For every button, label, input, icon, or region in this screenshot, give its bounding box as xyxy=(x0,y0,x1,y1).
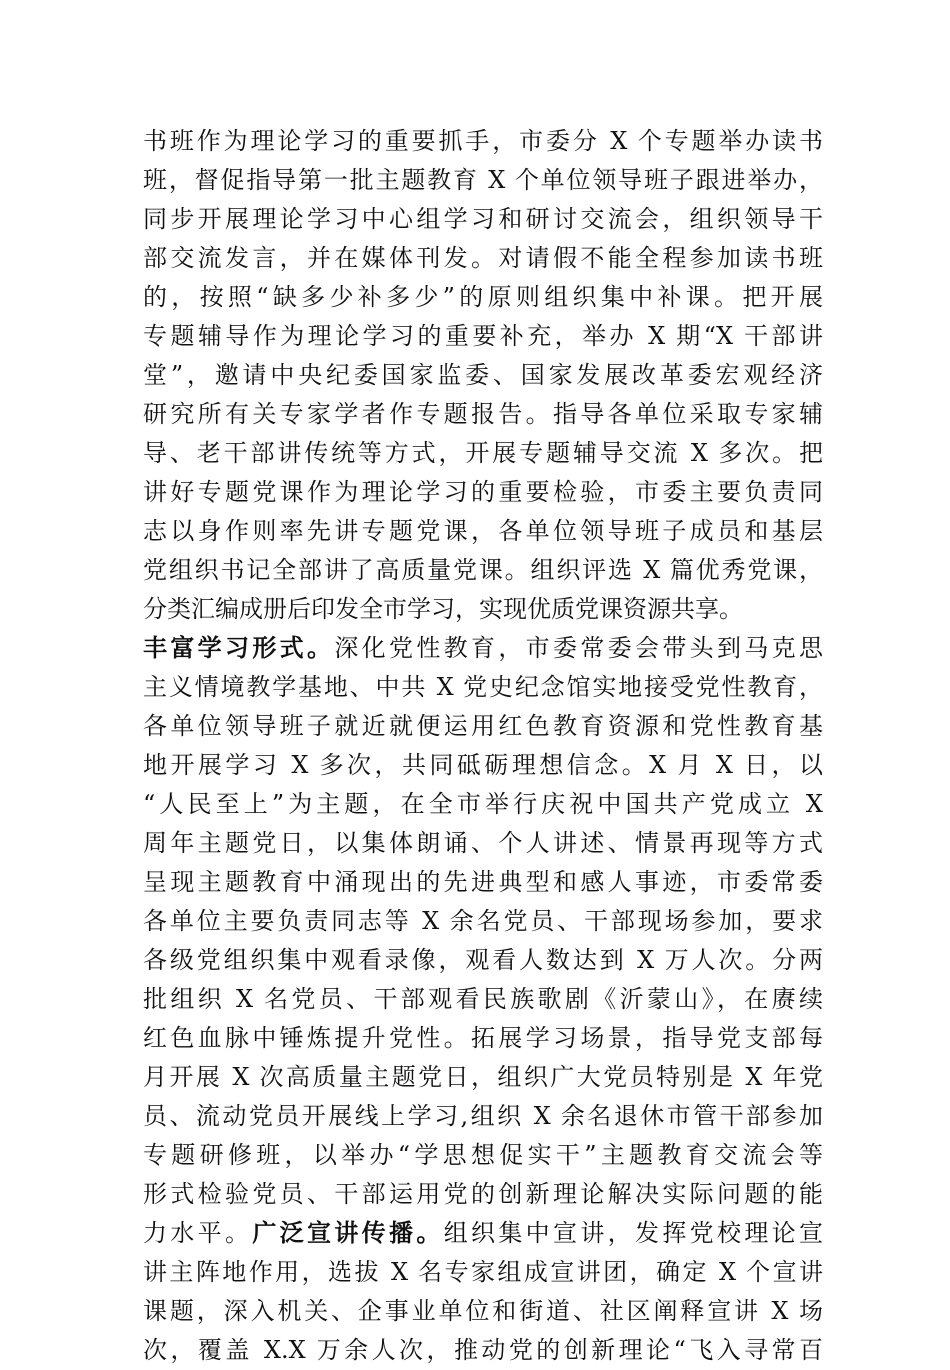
text-line: 红色血脉中锤炼提升党性。拓展学习场景，指导党支部每 xyxy=(143,1024,823,1052)
text-line: 党组织书记全部讲了高质量党课。组织评选 X 篇优秀党课， xyxy=(143,556,823,584)
text-line-with-heading xyxy=(143,629,823,668)
text-line: 研究所有关专家学者作专题报告。指导各单位采取专家辅 xyxy=(143,400,823,428)
text-run: 组织集中宣讲，发挥党校理论宣 xyxy=(443,1219,824,1247)
text-line: 的，按照“缺多少补多少”的原则组织集中补课。把开展 xyxy=(143,283,823,311)
section-heading: 丰富学习形式。 xyxy=(143,634,335,662)
text-line: 班，督促指导第一批主题教育 X 个单位领导班子跟进举办， xyxy=(143,166,823,194)
text-line: 分类汇编成册后印发全市学习，实现优质党课资源共享。 xyxy=(143,595,743,623)
text-line: “人民至上”为主题，在全市举行庆祝中国共产党成立 X xyxy=(143,790,823,818)
text-line: 书班作为理论学习的重要抓手，市委分 X 个专题举办读书 xyxy=(143,127,823,155)
document-body xyxy=(143,122,823,1370)
text-line: 讲好专题党课作为理论学习的重要检验，市委主要负责同 xyxy=(143,478,823,506)
text-line: 专题辅导作为理论学习的重要补充，举办 X 期“X 干部讲 xyxy=(143,322,823,350)
text-line: 导、老干部讲传统等方式，开展专题辅导交流 X 多次。把 xyxy=(143,439,823,467)
text-run: 深化党性教育，市委常委会带头到马克思 xyxy=(334,634,824,662)
text-line: 堂”，邀请中央纪委国家监委、国家发展改革委宏观经济 xyxy=(143,361,823,389)
text-line: 各级党组织集中观看录像，观看人数达到 X 万人次。分两 xyxy=(143,946,823,974)
text-line: 员、流动党员开展线上学习,组织 X 余名退休市管干部参加 xyxy=(143,1102,823,1130)
text-line: 各单位领导班子就近就便运用红色教育资源和党性教育基 xyxy=(143,712,823,740)
text-line: 周年主题党日，以集体朗诵、个人讲述、情景再现等方式 xyxy=(143,829,823,857)
text-line: 呈现主题教育中涌现出的先进典型和感人事迹，市委常委 xyxy=(143,868,823,896)
text-line: 讲主阵地作用，选拔 X 名专家组成宣讲团，确定 X 个宣讲 xyxy=(143,1258,823,1286)
text-line: 部交流发言，并在媒体刊发。对请假不能全程参加读书班 xyxy=(143,244,823,272)
text-line: 批组织 X 名党员、干部观看民族歌剧《沂蒙山》，在赓续 xyxy=(143,985,823,1013)
text-line: 形式检验党员、干部运用党的创新理论解决实际问题的能 xyxy=(143,1180,823,1208)
text-line: 课题，深入机关、企事业单位和街道、社区阐释宣讲 X 场 xyxy=(143,1297,823,1325)
text-line: 各单位主要负责同志等 X 余名党员、干部现场参加，要求 xyxy=(143,907,823,935)
text-run: 力水平。 xyxy=(143,1219,253,1247)
text-line: 月开展 X 次高质量主题党日，组织广大党员特别是 X 年党 xyxy=(143,1063,823,1091)
text-line: 专题研修班，以举办“学思想促实干”主题教育交流会等 xyxy=(143,1141,823,1169)
section-heading: 广泛宣讲传播。 xyxy=(252,1219,444,1247)
text-line: 志以身作则率先讲专题党课，各单位领导班子成员和基层 xyxy=(143,517,823,545)
text-line: 次，覆盖 X.X 万余人次，推动党的创新理论“飞入寻常百 xyxy=(143,1336,823,1364)
text-line: 地开展学习 X 多次，共同砥砺理想信念。X 月 X 日，以 xyxy=(143,751,823,779)
text-line-with-heading xyxy=(143,1214,823,1253)
text-line: 同步开展理论学习中心组学习和研讨交流会，组织领导干 xyxy=(143,205,823,233)
text-line: 主义情境教学基地、中共 X 党史纪念馆实地接受党性教育， xyxy=(143,673,823,701)
